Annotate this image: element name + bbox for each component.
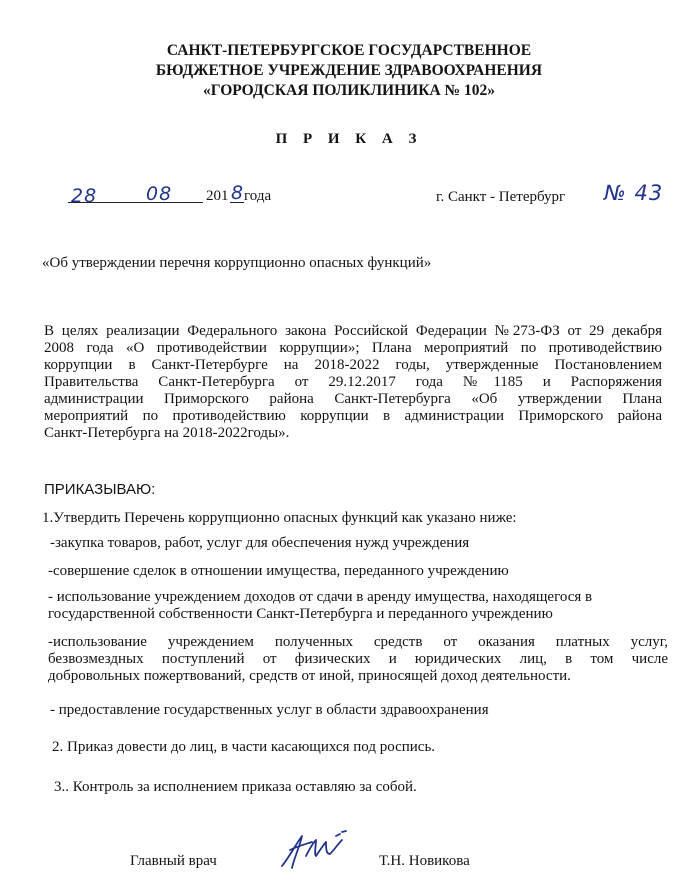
signatory-position: Главный врач [130, 853, 217, 869]
handwritten-order-number: № 43 [604, 181, 664, 205]
org-name-line-2: БЮДЖЕТНОЕ УЧРЕЖДЕНИЕ ЗДРАВООХРАНЕНИЯ [155, 62, 543, 79]
preamble-line: Санкт-Петербурга на 2018-2022годы». [44, 425, 290, 441]
preamble-line: коррупции в Санкт-Петербурге на 2018-2022 годы, утвержденные Постановлением [44, 357, 662, 373]
preamble-line: 2008 года «О противодействии коррупции»; Плана мероприятий по противодействию [44, 340, 662, 356]
year-suffix: года [244, 188, 272, 204]
handwritten-month: 08 [146, 183, 173, 205]
order-word: ПРИКАЗЫВАЮ: [44, 481, 156, 498]
function-item-3-line-1: - использование учреждением доходов от сдачи в аренду имущества, находящегося в [48, 589, 593, 605]
order-subject: «Об утверждении перечня коррупционно опасных функций» [42, 255, 432, 271]
day-month-blank [68, 202, 203, 203]
handwritten-signature-icon [276, 826, 356, 874]
function-item-3 [48, 589, 668, 623]
document-title: П Р И К А З [275, 131, 423, 147]
function-item-3-line-2: государственной собственности Санкт-Петербурга и переданного учреждению [48, 606, 553, 622]
function-item-4-line-2: безвозмездных поступлений от физических и юридических лиц, в том числе [48, 651, 668, 667]
date-field [68, 183, 328, 213]
year-prefix: 201 [206, 188, 229, 204]
org-name-line-1: САНКТ-ПЕТЕРБУРГСКОЕ ГОСУДАРСТВЕННОЕ [166, 42, 532, 59]
function-item-5: - предоставление государственных услуг в области здравоохранения [50, 702, 489, 718]
handwritten-year-digit: 8 [231, 182, 245, 204]
preamble-line: администрации Приморского района Санкт-Петербурга «Об утверждении Плана [44, 391, 662, 407]
function-item-4 [48, 634, 668, 685]
city: г. Санкт - Петербург [436, 189, 566, 205]
function-item-4-line-3: добровольных пожертвований, средств от иной, приносящей доход деятельности. [48, 668, 571, 684]
preamble-line: мероприятий по противодействию коррупции в администрации Приморского района [44, 408, 662, 424]
preamble-paragraph [44, 323, 662, 442]
item-3: 3.. Контроль за исполнением приказа оставляю за собой. [54, 779, 417, 795]
item-2: 2. Приказ довести до лиц, в части касающихся под роспись. [52, 739, 436, 755]
preamble-line: Правительства Санкт-Петербурга от 29.12.2017 года №1185 и Распоряжения [44, 374, 662, 390]
org-name-line-3: «ГОРОДСКАЯ ПОЛИКЛИНИКА № 102» [203, 82, 495, 99]
preamble-line: В целях реализации Федерального закона Российской Федерации №273-ФЗ от 29 декабря [44, 323, 662, 339]
function-item-1: -закупка товаров, работ, услуг для обеспечения нужд учреждения [50, 535, 470, 551]
function-item-2: -совершение сделок в отношении имущества, переданного учреждению [48, 563, 509, 579]
signatory-name: Т.Н. Новикова [379, 853, 470, 869]
handwritten-day: 28 [71, 185, 98, 207]
function-item-4-line-1: -использование учреждением полученных средств от оказания платных услуг, [48, 634, 668, 650]
item-1: 1.Утвердить Перечень коррупционно опасных функций как указано ниже: [42, 510, 517, 526]
